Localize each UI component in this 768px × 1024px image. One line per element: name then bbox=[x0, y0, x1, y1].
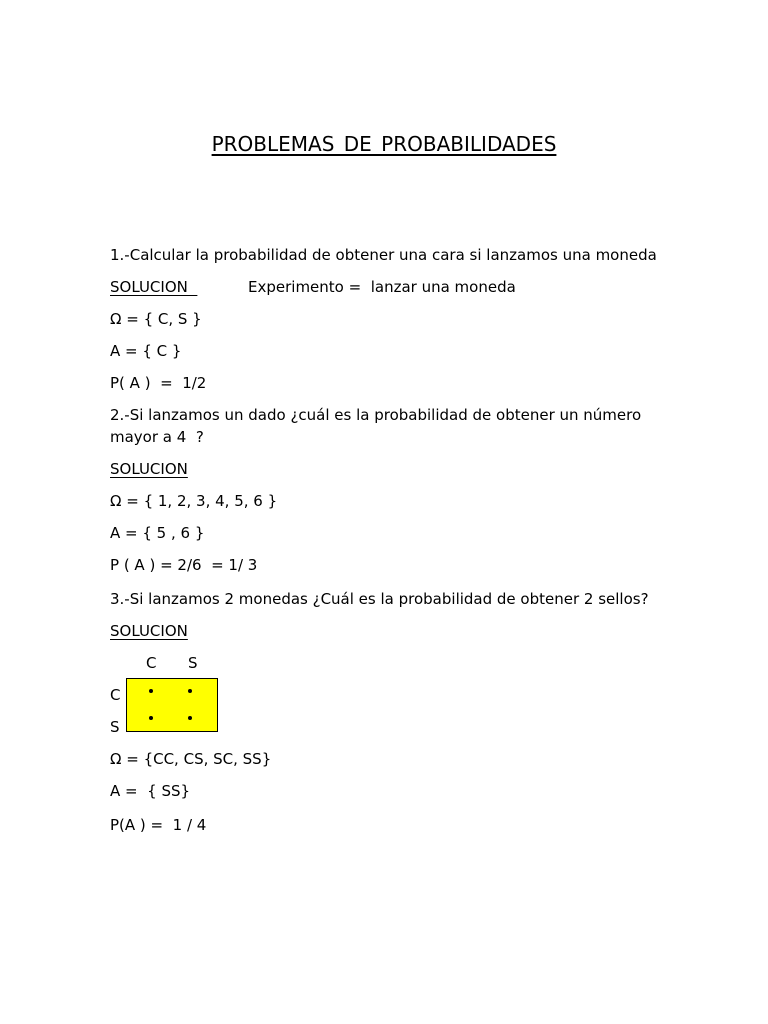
problem-3-event: A = { SS} bbox=[110, 782, 191, 800]
table-col-header-c: C bbox=[146, 654, 157, 672]
problem-3-solution-label: SOLUCION bbox=[110, 622, 188, 640]
outcome-grid bbox=[126, 678, 218, 732]
outcome-dot-cc bbox=[149, 689, 153, 693]
problem-1-probability: P( A ) = 1/2 bbox=[110, 374, 207, 392]
problem-2-statement-line-1: 2.-Si lanzamos un dado ¿cuál es la probabilidad de obtener un número bbox=[110, 406, 642, 424]
problem-2-statement-line-2: mayor a 4 ? bbox=[110, 428, 204, 446]
table-col-header-s: S bbox=[188, 654, 198, 672]
problem-3-omega: Ω = {CC, CS, SC, SS} bbox=[110, 750, 272, 768]
table-row-header-c: C bbox=[110, 686, 121, 704]
problem-3-statement: 3.-Si lanzamos 2 monedas ¿Cuál es la probabilidad de obtener 2 sellos? bbox=[110, 590, 649, 608]
problem-1-statement: 1.-Calcular la probabilidad de obtener una cara si lanzamos una moneda bbox=[110, 246, 657, 264]
problem-1-omega: Ω = { C, S } bbox=[110, 310, 202, 328]
outcome-dot-ss bbox=[188, 716, 192, 720]
outcome-dot-cs bbox=[188, 689, 192, 693]
problem-2-solution-label: SOLUCION bbox=[110, 460, 188, 478]
problem-1-event: A = { C } bbox=[110, 342, 182, 360]
table-row-header-s: S bbox=[110, 718, 120, 736]
problem-1-solution-label: SOLUCION bbox=[110, 278, 198, 296]
problem-2-probability: P ( A ) = 2/6 = 1/ 3 bbox=[110, 556, 258, 574]
problem-2-omega: Ω = { 1, 2, 3, 4, 5, 6 } bbox=[110, 492, 278, 510]
problem-1-experiment: Experimento = lanzar una moneda bbox=[248, 278, 516, 296]
problem-2-event: A = { 5 , 6 } bbox=[110, 524, 205, 542]
outcome-dot-sc bbox=[149, 716, 153, 720]
problem-3-probability: P(A ) = 1 / 4 bbox=[110, 816, 207, 834]
page-title: PROBLEMAS DE PROBABILIDADES bbox=[211, 132, 557, 156]
